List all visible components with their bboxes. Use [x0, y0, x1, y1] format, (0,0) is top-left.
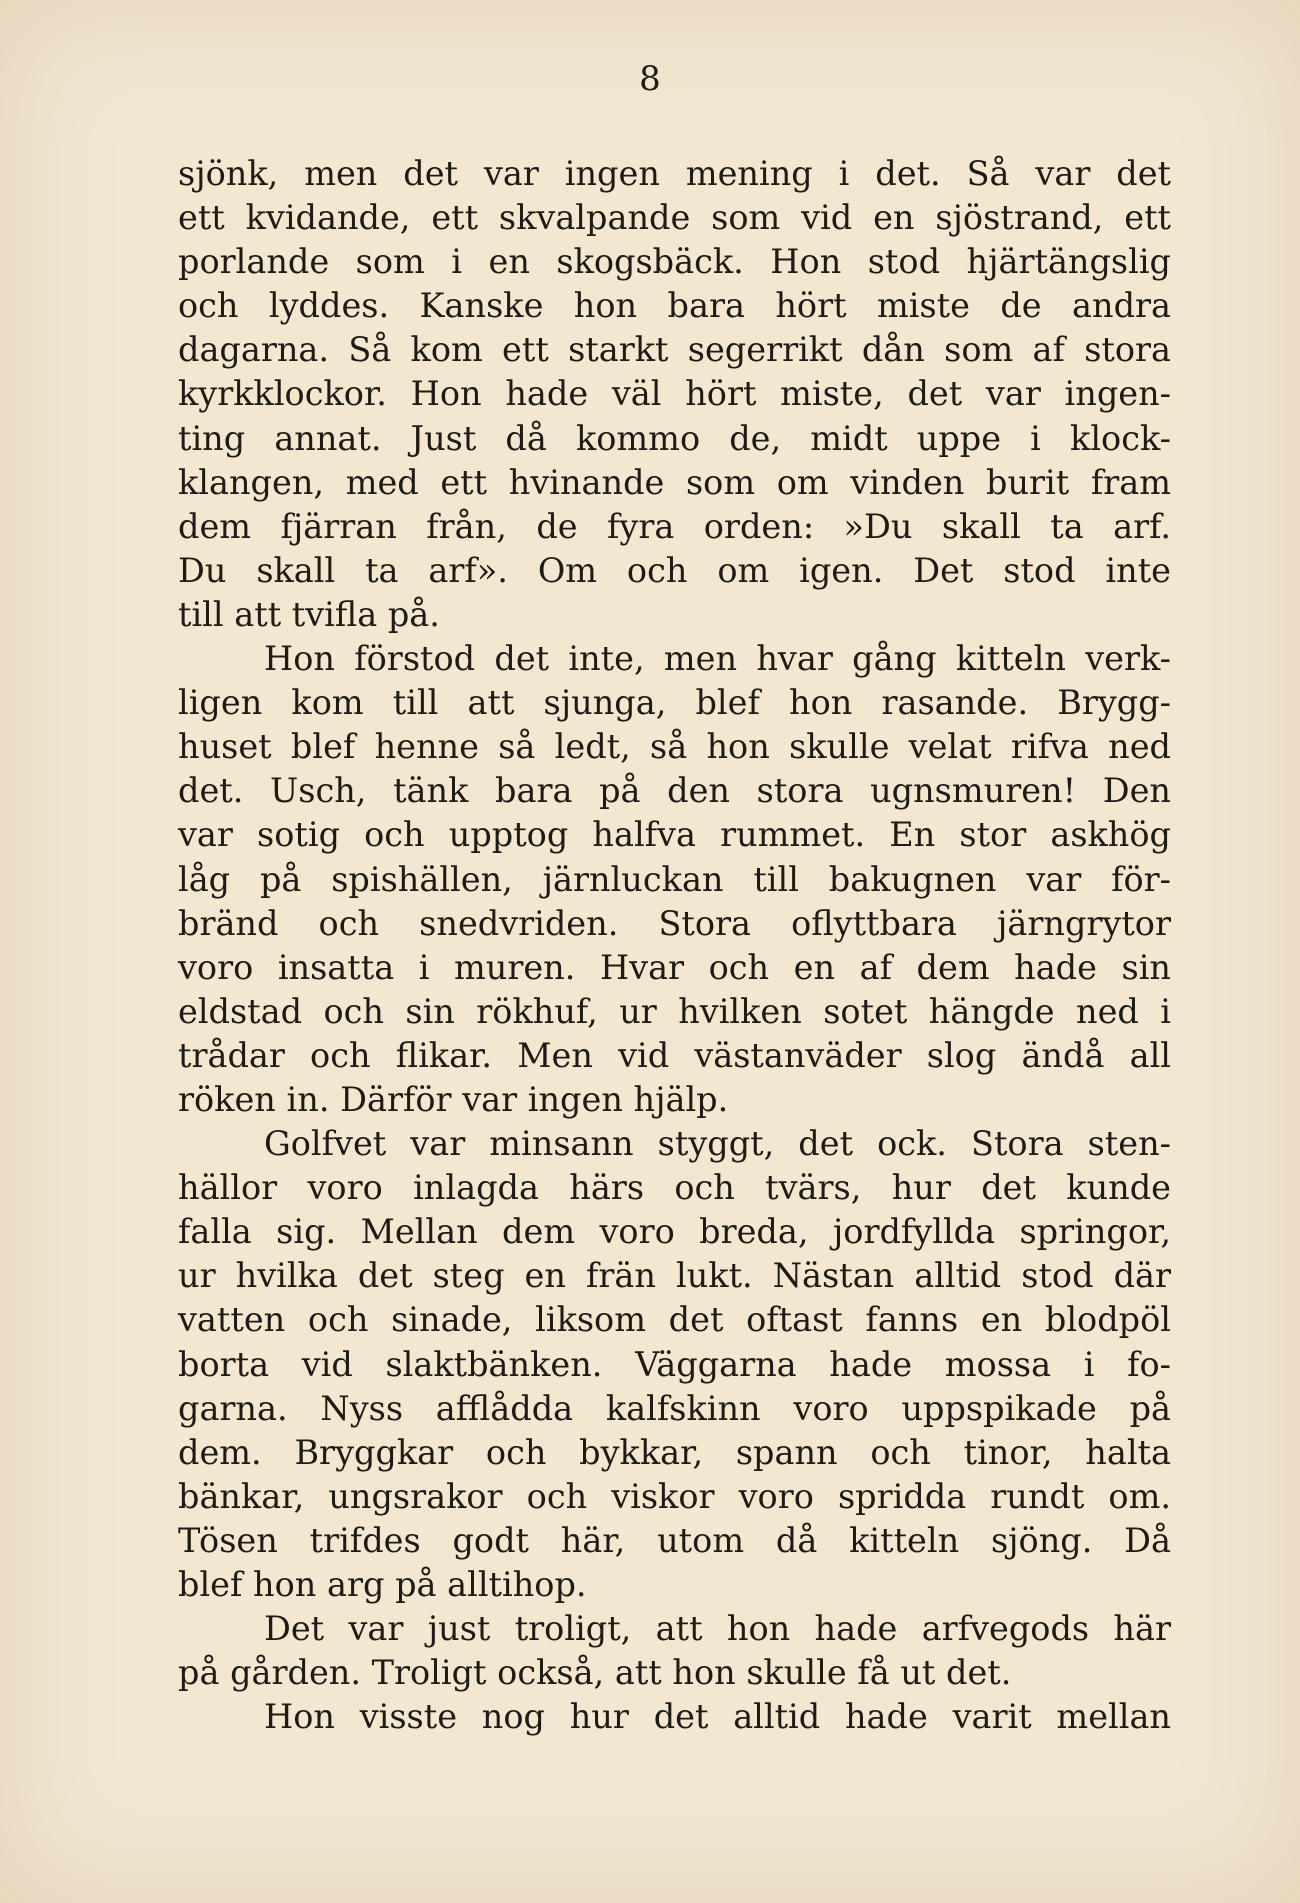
text-line: vatten och sinade, liksom det oftast fanns en blodpöl [178, 1300, 1171, 1340]
text-line: hällor voro inlagda härs och tvärs, hur det kunde [178, 1168, 1171, 1208]
text-line: bränd och snedvriden. Stora oflyttbara järngrytor [178, 903, 1171, 943]
paragraph [178, 152, 1171, 637]
text-line: garna. Nyss afflådda kalfskinn voro uppspikade på [178, 1388, 1171, 1428]
text-line: borta vid slaktbänken. Väggarna hade mossa i fo- [178, 1344, 1171, 1384]
text-line: huset blef henne så ledt, så hon skulle velat rifva ned [178, 727, 1171, 767]
paragraph [178, 1122, 1171, 1607]
paragraph [178, 1607, 1171, 1695]
text-line: bänkar, ungsrakor och viskor voro spridda rundt om. [178, 1476, 1171, 1516]
text-line: Hon visste nog hur det alltid hade varit mellan [264, 1697, 1171, 1737]
paragraph [178, 1695, 1171, 1739]
text-line: Golfvet var minsann styggt, det ock. Stora sten- [264, 1124, 1171, 1164]
text-line: ur hvilka det steg en frän lukt. Nästan alltid stod där [178, 1256, 1171, 1296]
text-line: dem fjärran från, de fyra orden: »Du skall ta arf. [178, 506, 1171, 546]
text-line: kyrkklockor. Hon hade väl hört miste, det var ingen- [178, 374, 1171, 414]
text-line: sjönk, men det var ingen mening i det. Så var det [178, 154, 1171, 193]
page-number: 8 [639, 59, 661, 99]
text-line: ligen kom till att sjunga, blef hon rasande. Brygg- [178, 683, 1171, 723]
text-line: ting annat. Just då kommo de, midt uppe i klock- [178, 418, 1171, 458]
text-line: var sotig och upptog halfva rummet. En stor askhög [178, 815, 1171, 855]
text-line: dem. Bryggkar och bykkar, spann och tinor, halta [178, 1432, 1171, 1472]
text-line: falla sig. Mellan dem voro breda, jordfyllda springor, [178, 1212, 1171, 1252]
text-line: eldstad och sin rökhuf, ur hvilken sotet hängde ned i [178, 991, 1171, 1031]
text-line: Tösen trifdes godt här, utom då kitteln sjöng. Då [178, 1520, 1171, 1560]
text-line: på gården. Troligt också, att hon skulle få ut det. [178, 1653, 1012, 1693]
text-line: ett kvidande, ett skvalpande som vid en sjöstrand, ett [178, 198, 1171, 238]
text-line: röken in. Därför var ingen hjälp. [178, 1079, 729, 1119]
text-line: klangen, med ett hvinande som om vinden burit fram [178, 462, 1171, 502]
text-line: det. Usch, tänk bara på den stora ugnsmuren! Den [178, 771, 1171, 811]
text-line: Det var just troligt, att hon hade arfvegods här [264, 1609, 1171, 1649]
text-line: trådar och flikar. Men vid västanväder slog ändå all [178, 1035, 1171, 1075]
body-text [178, 152, 1171, 1739]
text-line: Hon förstod det inte, men hvar gång kitteln verk- [264, 639, 1171, 679]
text-line: voro insatta i muren. Hvar och en af dem hade sin [178, 947, 1171, 987]
text-line: låg på spishällen, järnluckan till bakugnen var för- [178, 859, 1171, 899]
text-line: Du skall ta arf». Om och om igen. Det stod inte [178, 550, 1171, 590]
text-line: och lyddes. Kanske hon bara hört miste de andra [178, 286, 1171, 326]
paragraph [178, 637, 1171, 1122]
text-line: dagarna. Så kom ett starkt segerrikt dån som af stora [178, 330, 1171, 370]
text-line: till att tvifla på. [178, 594, 440, 634]
text-line: blef hon arg på alltihop. [178, 1565, 587, 1604]
text-line: porlande som i en skogsbäck. Hon stod hjärtängslig [178, 242, 1171, 282]
